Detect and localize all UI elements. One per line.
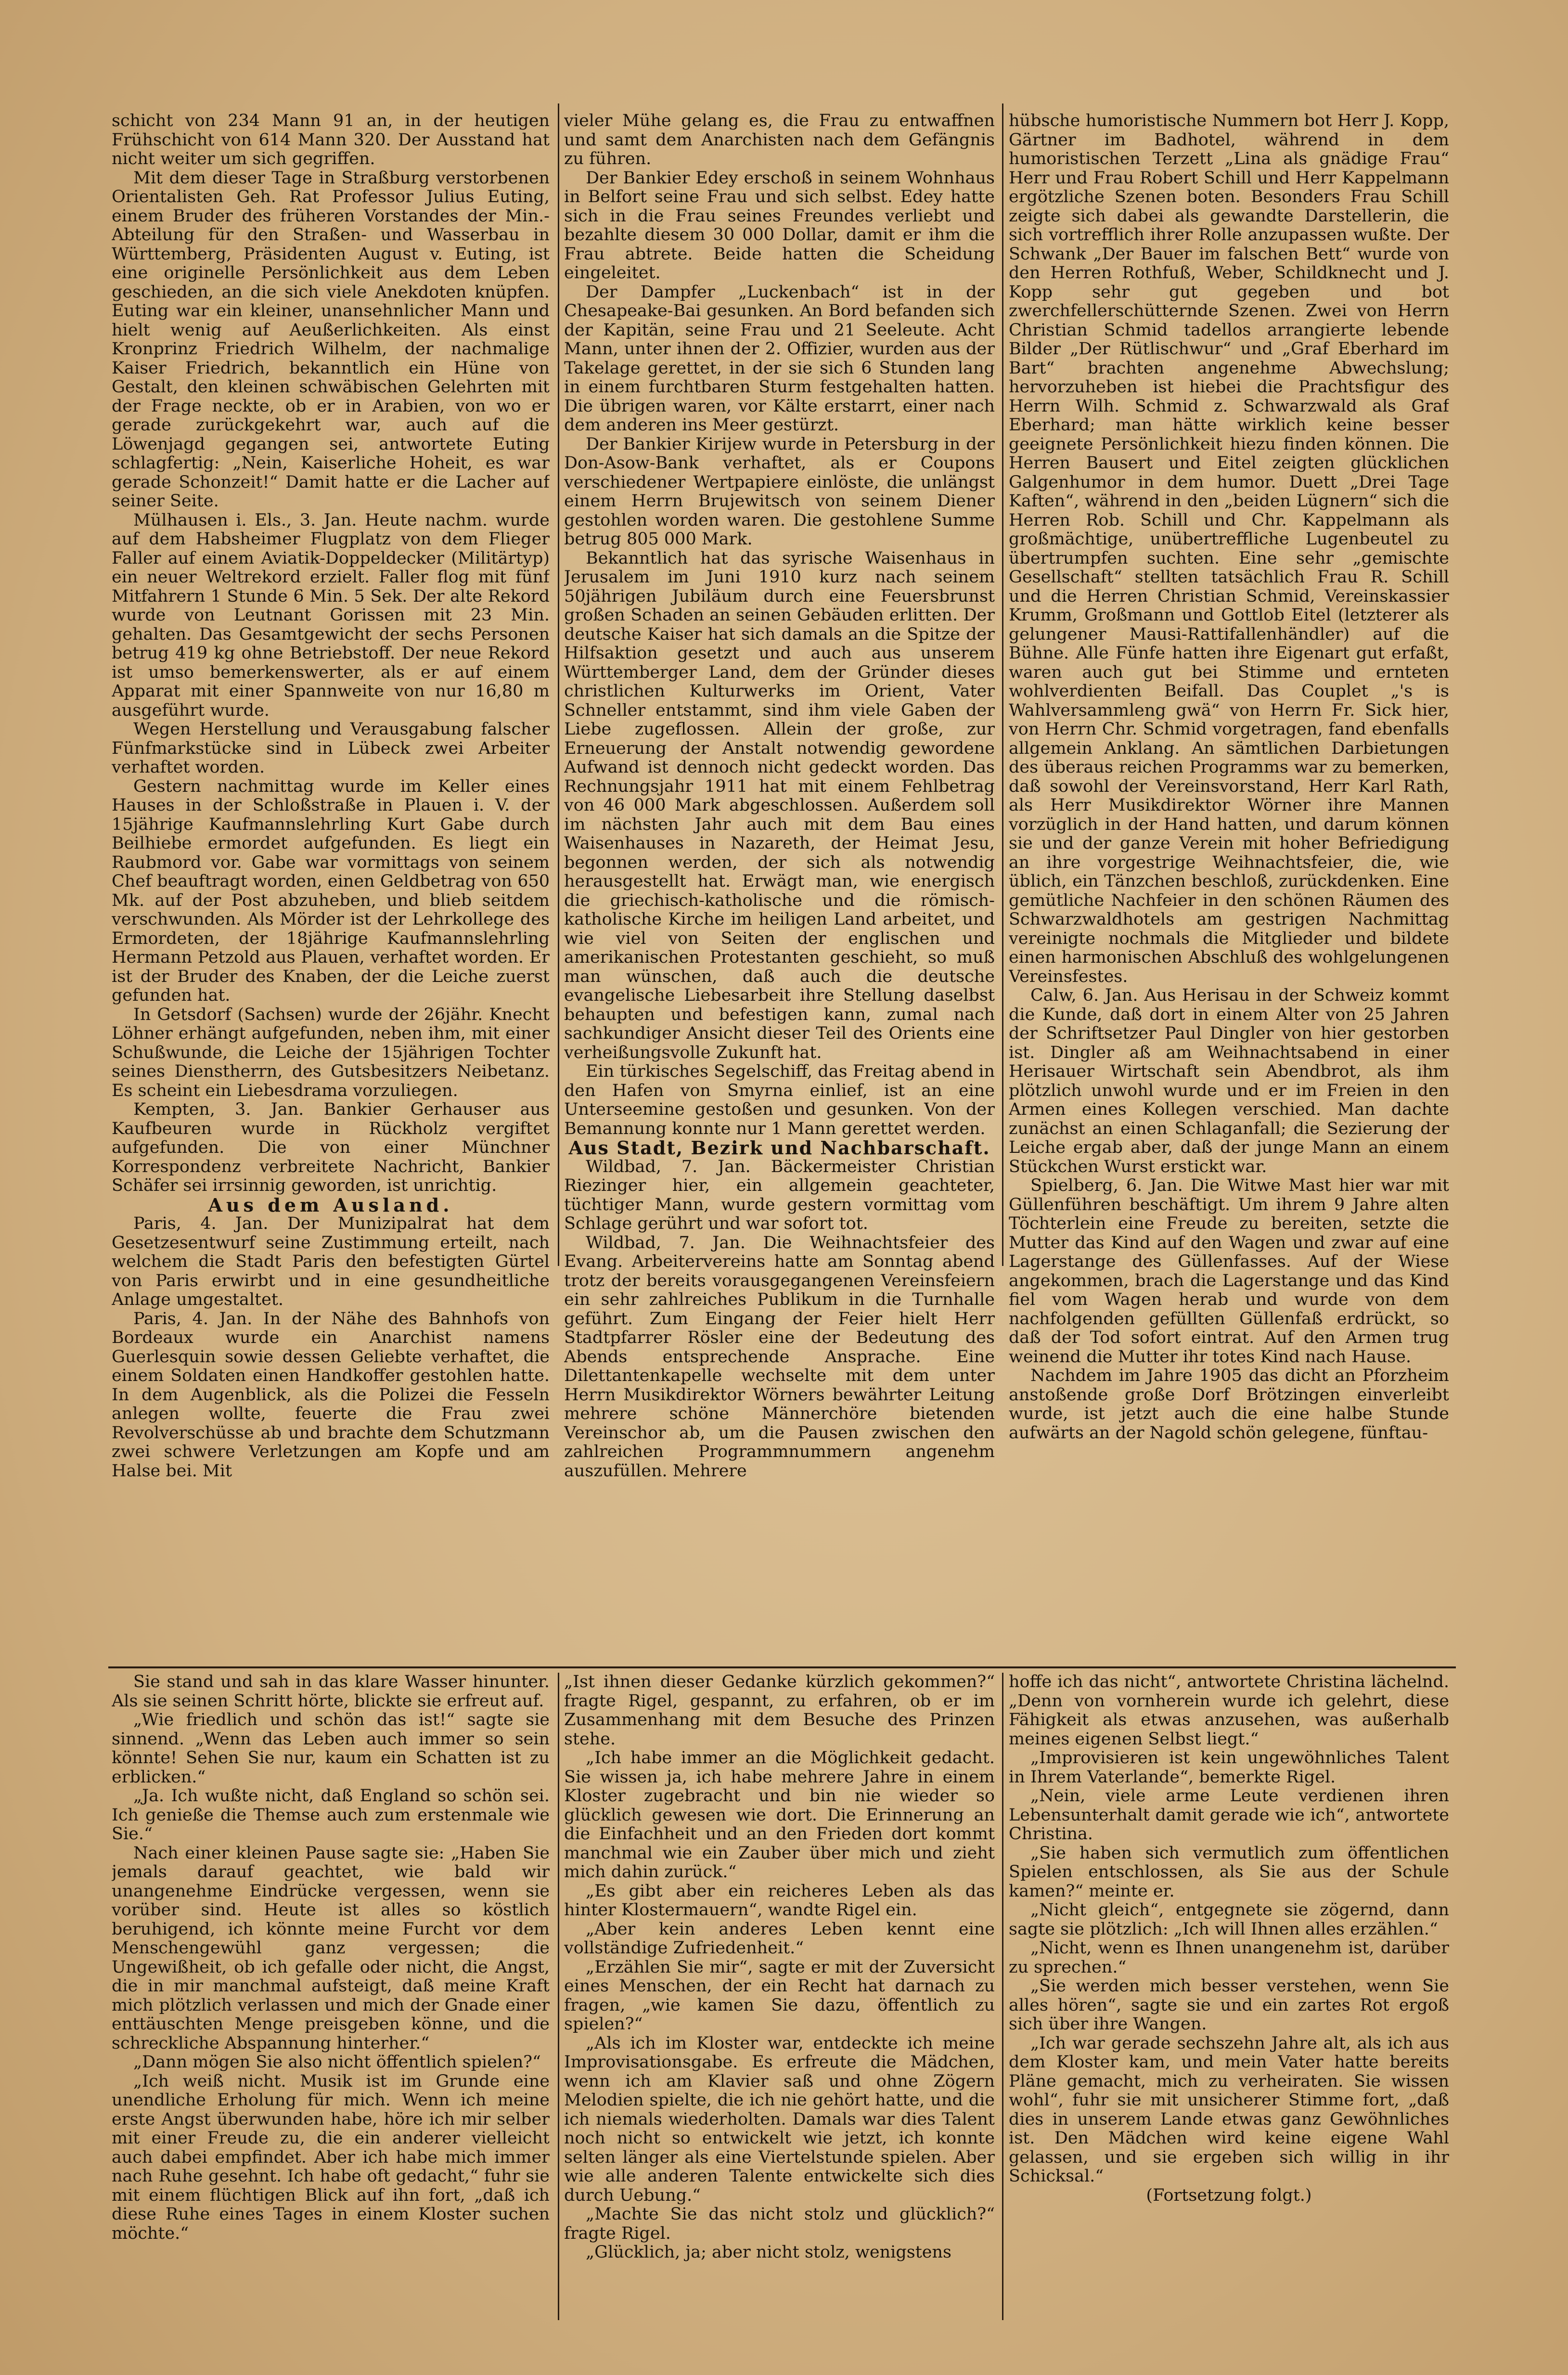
article-paragraph: vieler Mühe gelang es, die Frau zu entwaffnen und samt dem Anarchisten nach dem Gefängnis zu führen. xyxy=(564,112,995,168)
article-paragraph: „Wie friedlich und schön das ist!“ sagte sie sinnend. „Wenn das Leben auch immer so sein könnte! Sehen Sie nur, kaum ein Schatten ist zu erblicken.“ xyxy=(112,1710,550,1787)
article-paragraph: Wildbad, 7. Jan. Die Weihnachtsfeier des Evang. Arbeitervereins hatte am Sonntag abend trotz der bereits vorausgegangenen Vereinsfeiern ein sehr zahlreiches Publikum in die Turnhalle geführt. Zum Eingang der Feier hielt Herr Stadtpfarrer Rösler eine der Bedeutung des Abends entsprechende Ansprache. Eine Dilettantenkapelle wechselte mit dem unter Herrn Musikdirektor Wörners bewährter Leitung mehrere schöne Männerchöre bietenden Vereinschor ab, um die Pausen zwischen den zahlreichen Programmnummern angenehm auszufüllen. Mehrere xyxy=(564,1233,995,1481)
article-paragraph: Paris, 4. Jan. Der Munizipalrat hat dem Gesetzesentwurf seine Zustimmung erteilt, nach welchem die Stadt Paris den befestigten Gürtel von Paris erwirbt und in eine gesundheitliche Anlage umgestaltet. xyxy=(112,1214,550,1309)
article-paragraph: „Machte Sie das nicht stolz und glücklich?“ fragte Rigel. xyxy=(564,2205,995,2243)
article-paragraph: Wildbad, 7. Jan. Bäckermeister Christian Riezinger hier, ein allgemein geachteter, tüchtiger Mann, wurde gestern vormittag vom Schlage gerührt und war sofort tot. xyxy=(564,1157,995,1233)
article-paragraph: Kempten, 3. Jan. Bankier Gerhauser aus Kaufbeuren wurde in Rückholz vergiftet aufgefunden. Die von einer Münchner Korrespondenz verbreitete Nachricht, Bankier Schäfer sei irrsinnig geworden, ist unrichtig. xyxy=(112,1100,550,1195)
article-paragraph: „Ich war gerade sechszehn Jahre alt, als ich aus dem Kloster kam, und mein Vater hatte bereits Pläne gemacht, mich zu verheiraten. Sie wissen wohl“, fuhr sie mit unsicherer Stimme fort, „daß dies in unserem Lande etwas ganz Gewöhnliches ist. Den Mädchen wird keine eigene Wahl gelassen, und sie ergeben sich willig in ihr Schicksal.“ xyxy=(1009,2033,1449,2186)
section-heading: Aus Stadt, Bezirk und Nachbarschaft. xyxy=(568,1137,990,1159)
article-paragraph: Der Bankier Edey erschoß in seinem Wohnhaus in Belfort seine Frau und sich selbst. Edey hatte sich in die Frau seines Freundes verliebt und bezahlte diesem 30 000 Dollar, damit er ihm die Frau abtrete. Beide hatten die Scheidung eingeleitet. xyxy=(564,168,995,283)
article-paragraph: Nach einer kleinen Pause sagte sie: „Haben Sie jemals darauf geachtet, wie bald wir unangenehme Eindrücke vergessen, wenn sie vorüber sind. Heute ist alles so köstlich beruhigend, ich könnte meine Furcht vor dem Menschengewühl ganz vergessen; die Ungewißheit, ob ich gefalle oder nicht, die Angst, die in mir manchmal aufsteigt, daß meine Kraft mich plötzlich verlassen und mich der Gnade einer enttäuschten Menge preisgeben könne, und die schreckliche Abspannung hinterher.“ xyxy=(112,1843,550,2053)
column-rule-bottom-2 xyxy=(1002,1673,1003,2320)
article-paragraph: Nachdem im Jahre 1905 das dicht an Pforzheim anstoßende große Dorf Brötzingen einverleibt wurde, ist jetzt auch die eine halbe Stunde aufwärts an der Nagold schön gelegene, fünftau- xyxy=(1009,1366,1449,1443)
serial-column-1 xyxy=(112,1673,550,2327)
column-rule-top-2 xyxy=(1002,103,1003,1266)
article-paragraph: „Ich habe immer an die Möglichkeit gedacht. Sie wissen ja, ich habe mehrere Jahre in einem Kloster zugebracht und bin nie wieder so glücklich gewesen wie dort. Die Erinnerung an die Einfachheit und an den Frieden dort kommt manchmal wie ein Zauber über mich und zieht mich dahin zurück.“ xyxy=(564,1748,995,1882)
top-column-1 xyxy=(112,112,550,1664)
top-column-3 xyxy=(1009,112,1449,1664)
article-paragraph: Mit dem dieser Tage in Straßburg verstorbenen Orientalisten Geh. Rat Professor Julius Euting, einem Bruder des früheren Vorstandes der Min.-Abteilung für den Straßen- und Wasserbau in Württemberg, Präsidenten August v. Euting, ist eine originelle Persönlichkeit aus dem Leben geschieden, an die sich viele Anekdoten knüpfen. Euting war ein kleiner, unansehnlicher Mann und hielt wenig auf Aeußerlichkeiten. Als einst Kronprinz Friedrich Wilhelm, der nachmalige Kaiser Friedrich, bekanntlich ein Hüne von Gestalt, den kleinen schwäbischen Gelehrten mit der Frage neckte, ob er in Arabien, von wo er gerade zurückgekehrt war, auch auf die Löwenjagd gegangen sei, antwortete Euting schlagfertig: „Nein, Kaiserliche Hoheit, es war gerade Schonzeit!“ Damit hatte er die Lacher auf seiner Seite. xyxy=(112,168,550,511)
article-paragraph: Bekanntlich hat das syrische Waisenhaus in Jerusalem im Juni 1910 kurz nach seinem 50jährigen Jubiläum durch eine Feuersbrunst großen Schaden an seinen Gebäuden erlitten. Der deutsche Kaiser hat sich damals an die Spitze der Hilfsaktion gesetzt und auch aus unserem Württemberger Land, dem der Gründer dieses christlichen Kulturwerks im Orient, Vater Schneller entstammt, sind ihm viele Gaben der Liebe zugeflossen. Allein der große, zur Erneuerung der Anstalt notwendig gewordene Aufwand ist dennoch nicht gedeckt worden. Das Rechnungsjahr 1911 hat mit einem Fehlbetrag von 46 000 Mark abgeschlossen. Außerdem soll im nächsten Jahr auch mit dem Bau eines Waisenhauses in Nazareth, der Heimat Jesu, begonnen werden, der sich als notwendig herausgestellt hat. Erwägt man, wie energisch die griechisch-katholische und die römisch-katholische Kirche im heiligen Land arbeitet, und wie viel von Seiten der englischen und amerikanischen Protestanten geschieht, so muß man wünschen, daß auch die deutsche evangelische Liebesarbeit ihre Stellung daselbst behaupten und befestigen kann, zumal nach sachkundiger Ansicht dieser Teil des Orients eine verheißungsvolle Zukunft hat. xyxy=(564,548,995,1062)
article-paragraph: „Nein, viele arme Leute verdienen ihren Lebensunterhalt damit gerade wie ich“, antwortete Christina. xyxy=(1009,1786,1449,1844)
article-paragraph: Gestern nachmittag wurde im Keller eines Hauses in der Schloßstraße in Plauen i. V. der 15jährige Kaufmannslehrling Kurt Gabe durch Beilhiebe ermordet aufgefunden. Es liegt ein Raubmord vor. Gabe war vormittags von seinem Chef beauftragt worden, einen Geldbetrag von 650 Mk. auf der Post abzuheben, und blieb seitdem verschwunden. Als Mörder ist der Lehrkollege des Ermordeten, der 18jährige Kaufmannslehrling Hermann Petzold aus Plauen, verhaftet worden. Er ist der Bruder des Knaben, der die Leiche zuerst gefunden hat. xyxy=(112,776,550,1005)
article-paragraph: „Nicht, wenn es Ihnen unangenehm ist, darüber zu sprechen.“ xyxy=(1009,1938,1449,1977)
article-paragraph: Spielberg, 6. Jan. Die Witwe Mast hier war mit Güllenführen beschäftigt. Um ihrem 9 Jahre alten Töchterlein eine Freude zu bereiten, setzte die Mutter das Kind auf den Wagen und zwar auf eine Lagerstange des Güllenfasses. Auf der Wiese angekommen, brach die Lagerstange und das Kind fiel vom Wagen herab und wurde von dem nachfolgenden gefüllten Güllenfaß erdrückt, so daß der Tod sofort eintrat. Auf den Armen trug weinend die Mutter ihr totes Kind nach Hause. xyxy=(1009,1176,1449,1367)
section-divider-rule xyxy=(108,1666,1456,1668)
article-paragraph: Calw, 6. Jan. Aus Herisau in der Schweiz kommt die Kunde, daß dort in einem Alter von 25 Jahren der Schriftsetzer Paul Dingler von hier gestorben ist. Dingler aß am Weihnachtsabend in einer Herisauer Wirtschaft sein Abendbrot, als ihm plötzlich unwohl wurde und er im Freien in den Armen eines Kollegen verschied. Man dachte zunächst an einen Schlaganfall; die Sezierung der Leiche ergab aber, daß der junge Mann an einem Stückchen Wurst erstickt war. xyxy=(1009,986,1449,1176)
article-paragraph: „Improvisieren ist kein ungewöhnliches Talent in Ihrem Vaterlande“, bemerkte Rigel. xyxy=(1009,1748,1449,1787)
column-rule-bottom-1 xyxy=(558,1673,559,2320)
article-paragraph: hoffe ich das nicht“, antwortete Christina lächelnd. „Denn von vornherein wurde ich gelehrt, diese Fähigkeit als etwas anzusehen, was außerhalb meines eigenen Selbst liegt.“ xyxy=(1009,1673,1449,1749)
article-paragraph: Sie stand und sah in das klare Wasser hinunter. Als sie seinen Schritt hörte, blickte sie erfreut auf. xyxy=(112,1673,550,1711)
article-paragraph: „Es gibt aber ein reicheres Leben als das hinter Klostermauern“, wandte Rigel ein. xyxy=(564,1881,995,1920)
article-paragraph: In Getsdorf (Sachsen) wurde der 26jähr. Knecht Löhner erhängt aufgefunden, neben ihm, mit einer Schußwunde, die Leiche der 15jährigen Tochter seines Dienstherrn, des Gutsbesitzers Neibetanz. Es scheint ein Liebesdrama vorzuliegen. xyxy=(112,1005,550,1100)
continuation-note: (Fortsetzung folgt.) xyxy=(1146,2185,1312,2205)
article-paragraph: „Ist ihnen dieser Gedanke kürzlich gekommen?“ fragte Rigel, gespannt, zu erfahren, ob er im Zusammenhang mit dem Besuche des Prinzen stehe. xyxy=(564,1673,995,1749)
article-paragraph: „Sie werden mich besser verstehen, wenn Sie alles hören“, sagte sie und ein zartes Rot ergoß sich über ihre Wangen. xyxy=(1009,1976,1449,2034)
article-paragraph: „Ja. Ich wußte nicht, daß England so schön sei. Ich genieße die Themse auch zum erstenmale wie Sie.“ xyxy=(112,1786,550,1844)
article-paragraph: hübsche humoristische Nummern bot Herr J. Kopp, Gärtner im Badhotel, während in dem humoristischen Terzett „Lina als gnädige Frau“ Herr und Frau Robert Schill und Herr Kappelmann ergötzliche Szenen boten. Besonders Frau Schill zeigte sich dabei als gewandte Darstellerin, die sich vortrefflich ihrer Rolle anzupassen wußte. Der Schwank „Der Bauer im falschen Bett“ wurde von den Herren Rothfuß, Weber, Schildknecht und J. Kopp sehr gut gegeben und bot zwerchfellerschütternde Szenen. Zwei von Herrn Christian Schmid tadellos arrangierte lebende Bilder „Der Rütlischwur“ und „Graf Eberhard im Bart“ brachten angenehme Abwechslung; hervorzuheben ist hiebei die Prachtsfigur des Herrn Wilh. Schmid z. Schwarzwald als Graf Eberhard; man hätte wirklich keine besser geeignete Persönlichkeit hiezu finden können. Die Herren Bausert und Eitel zeigten glücklichen Galgenhumor in dem humor. Duett „Drei Tage Kaften“, während in den „beiden Lügnern“ sich die Herren Rob. Schill und Chr. Kappelmann als großmächtige, unübertreffliche Lugenbeutel zu übertrumpfen suchten. Eine sehr „gemischte Gesellschaft“ stellten tatsächlich Frau R. Schill und die Herren Christian Schmid, Vereinskassier Krumm, Großmann und Gottlob Eitel (letzterer als gelungener Mausi-Rattifallenhändler) auf die Bühne. Alle Fünfe hatten ihre Eigenart gut erfaßt, waren auch gut bei Stimme und ernteten wohlverdienten Beifall. Das Couplet „'s is Wahlversammleng gwä“ von Herrn Fr. Sick hier, von Herrn Chr. Schmid vorgetragen, fand ebenfalls allgemein Anklang. An sämtlichen Darbietungen des überaus reichen Programms war zu bemerken, daß sowohl der Vereinsvorstand, Herr Karl Rath, als Herr Musikdirektor Wörner ihre Mannen vorzüglich in der Hand hatten, und darum können sie und der ganze Verein mit hoher Befriedigung an ihre vorgestrige Weihnachtsfeier, die, wie üblich, ein Tänzchen beschloß, zurückdenken. Eine gemütliche Nachfeier in den schönen Räumen des Schwarzwaldhotels am gestrigen Nachmittag vereinigte nochmals die Mitglieder und bildete einen harmonischen Abschluß des wohlgelungenen Vereinsfestes. xyxy=(1009,112,1449,986)
article-paragraph: „Ich weiß nicht. Musik ist im Grunde eine unendliche Erholung für mich. Wenn ich meine erste Angst überwunden habe, höre ich mir selber mit einer Freude zu, die ein anderer vielleicht auch dabei empfindet. Aber ich habe mich immer nach Ruhe gesehnt. Ich habe oft gedacht,“ fuhr sie mit einem flüchtigen Blick auf ihn fort, „daß ich diese Ruhe eines Tages in einem Kloster suchen möchte.“ xyxy=(112,2071,550,2243)
serial-column-2 xyxy=(564,1673,995,2327)
serial-column-3 xyxy=(1009,1673,1449,2327)
article-paragraph: Der Bankier Kirijew wurde in Petersburg in der Don-Asow-Bank verhaftet, als er Coupons verschiedener Wertpapiere einlöste, die unlängst einem Herrn Brujewitsch von seinem Diener gestohlen worden waren. Die gestohlene Summe betrug 805 000 Mark. xyxy=(564,434,995,549)
article-paragraph: „Aber kein anderes Leben kennt eine vollständige Zufriedenheit.“ xyxy=(564,1919,995,1958)
article-paragraph: „Glücklich, ja; aber nicht stolz, wenigstens xyxy=(586,2243,952,2262)
article-paragraph: „Erzählen Sie mir“, sagte er mit der Zuversicht eines Menschen, der ein Recht hat darnach zu fragen, „wie kamen Sie dazu, öffentlich zu spielen?“ xyxy=(564,1957,995,2034)
article-paragraph: Ein türkisches Segelschiff, das Freitag abend in den Hafen von Smyrna einlief, ist an eine Unterseemine gestoßen und gesunken. Von der Bemannung konnte nur 1 Mann gerettet werden. xyxy=(564,1062,995,1138)
article-paragraph: schicht von 234 Mann 91 an, in der heutigen Frühschicht von 614 Mann 320. Der Ausstand hat nicht weiter um sich gegriffen. xyxy=(112,112,550,168)
article-paragraph: „Dann mögen Sie also nicht öffentlich spielen?“ xyxy=(133,2052,541,2072)
article-paragraph: „Sie haben sich vermutlich zum öffentlichen Spielen entschlossen, als Sie aus der Schule kamen?“ meinte er. xyxy=(1009,1843,1449,1901)
article-paragraph: „Als ich im Kloster war, entdeckte ich meine Improvisationsgabe. Es erfreute die Mädchen, wenn ich am Klavier saß und ohne Zögern Melodien spielte, die ich nie gehört hatte, und die ich niemals wiederholten. Damals war dies Talent noch nicht so entwickelt wie jetzt, ich konnte selten länger als eine Viertelstunde spielen. Aber wie alle anderen Talente entwickelte sich dies durch Uebung.“ xyxy=(564,2033,995,2205)
section-heading: Aus dem Ausland. xyxy=(208,1194,453,1216)
article-paragraph: Der Dampfer „Luckenbach“ ist in der Chesapeake-Bai gesunken. An Bord befanden sich der Kapitän, seine Frau und 21 Seeleute. Acht Mann, unter ihnen der 2. Offizier, wurden aus der Takelage gerettet, in der sie sich 6 Stunden lang in einem furchtbaren Sturm festgehalten hatten. Die übrigen waren, vor Kälte erstarrt, einer nach dem anderen ins Meer gestürzt. xyxy=(564,282,995,435)
article-paragraph: Mülhausen i. Els., 3. Jan. Heute nachm. wurde auf dem Habsheimer Flugplatz von dem Flieger Faller auf einem Aviatik-Doppeldecker (Militärtyp) ein neuer Weltrekord erzielt. Faller flog mit fünf Mitfahrern 1 Stunde 6 Min. 5 Sek. Der alte Rekord wurde von Leutnant Gorissen mit 23 Min. gehalten. Das Gesamtgewicht der sechs Personen betrug 419 kg ohne Betriebstoff. Der neue Rekord ist umso bemerkenswerter, als er auf einem Apparat mit einer Spannweite von nur 16,80 m ausgeführt wurde. xyxy=(112,510,550,720)
article-paragraph: Paris, 4. Jan. In der Nähe des Bahnhofs von Bordeaux wurde ein Anarchist namens Guerlesquin sowie dessen Geliebte verhaftet, die einem Soldaten einen Handkoffer gestohlen hatte. In dem Augenblick, als die Polizei die Fesseln anlegen wollte, feuerte die Frau zwei Revolverschüsse ab und brachte dem Schutzmann zwei schwere Verletzungen am Kopfe und am Halse bei. Mit xyxy=(112,1309,550,1481)
top-column-2 xyxy=(564,112,995,1664)
article-paragraph: „Nicht gleich“, entgegnete sie zögernd, dann sagte sie plötzlich: „Ich will Ihnen alles erzählen.“ xyxy=(1009,1900,1449,1939)
column-rule-top-1 xyxy=(558,103,559,1266)
article-paragraph: Wegen Herstellung und Verausgabung falscher Fünfmarkstücke sind in Lübeck zwei Arbeiter verhaftet worden. xyxy=(112,720,550,777)
